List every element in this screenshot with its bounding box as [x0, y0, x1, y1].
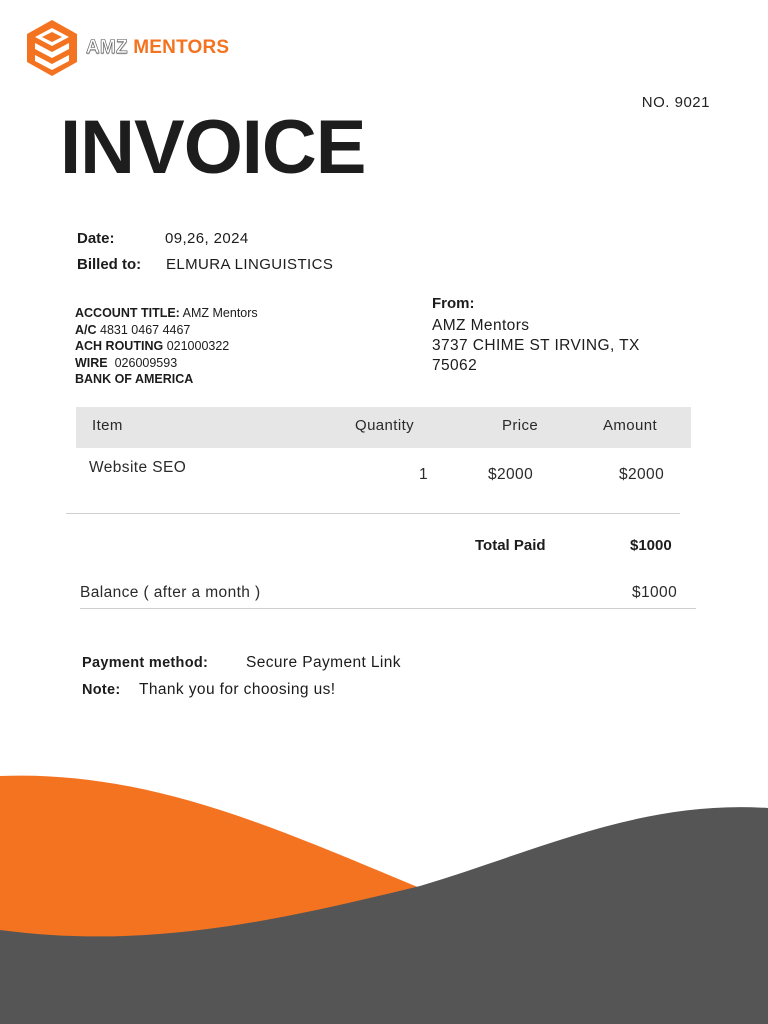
- account-title-label: ACCOUNT TITLE:: [75, 306, 180, 320]
- invoice-number: NO. 9021: [641, 94, 710, 111]
- brand-name-part2: MENTORS: [133, 37, 230, 58]
- ach-routing-label: ACH ROUTING: [75, 339, 164, 353]
- invoice-title: INVOICE: [60, 105, 366, 190]
- row-price: $2000: [488, 466, 534, 483]
- from-line1: AMZ Mentors: [432, 317, 530, 334]
- billed-to-label: Billed to:: [77, 256, 142, 273]
- from-label: From:: [432, 295, 475, 312]
- balance-value: $1000: [632, 584, 678, 601]
- ac-value: 4831 0467 4467: [100, 322, 191, 337]
- bank-name: BANK OF AMERICA: [75, 372, 194, 386]
- table-divider: [66, 513, 680, 514]
- column-header-amount: Amount: [603, 417, 658, 434]
- balance-divider: [80, 608, 696, 609]
- ach-routing-value: 021000322: [166, 339, 230, 353]
- decorative-waves: [0, 760, 768, 1024]
- balance-label: Balance ( after a month ): [80, 584, 261, 601]
- date-value: 09,26, 2024: [165, 230, 249, 247]
- ac-label: A/C: [75, 322, 97, 337]
- column-header-price: Price: [502, 417, 539, 434]
- column-header-quantity: Quantity: [355, 417, 415, 434]
- payment-method-value: Secure Payment Link: [246, 654, 401, 671]
- from-line2: 3737 CHIME ST IRVING, TX: [432, 337, 640, 354]
- brand-name-part1: AMZ: [86, 37, 128, 58]
- account-details: [75, 305, 258, 388]
- billed-to-value: ELMURA LINGUISTICS: [166, 256, 334, 273]
- wire-value: 026009593: [114, 355, 178, 370]
- account-title-value: AMZ Mentors: [182, 306, 258, 320]
- brand-name: [86, 37, 229, 59]
- note-value: Thank you for choosing us!: [139, 681, 336, 698]
- payment-method-label: Payment method:: [82, 655, 209, 671]
- date-label: Date:: [77, 230, 115, 247]
- from-line3: 75062: [432, 357, 478, 374]
- row-item: Website SEO: [89, 459, 187, 476]
- wire-label: WIRE: [75, 355, 108, 370]
- row-amount: $2000: [619, 466, 665, 483]
- total-paid-value: $1000: [630, 537, 672, 554]
- brand-logo-icon: [24, 18, 80, 78]
- total-paid-label: Total Paid: [475, 537, 546, 554]
- column-header-item: Item: [92, 417, 123, 434]
- row-quantity: 1: [419, 466, 429, 483]
- from-address: [432, 316, 672, 376]
- note-label: Note:: [82, 682, 121, 698]
